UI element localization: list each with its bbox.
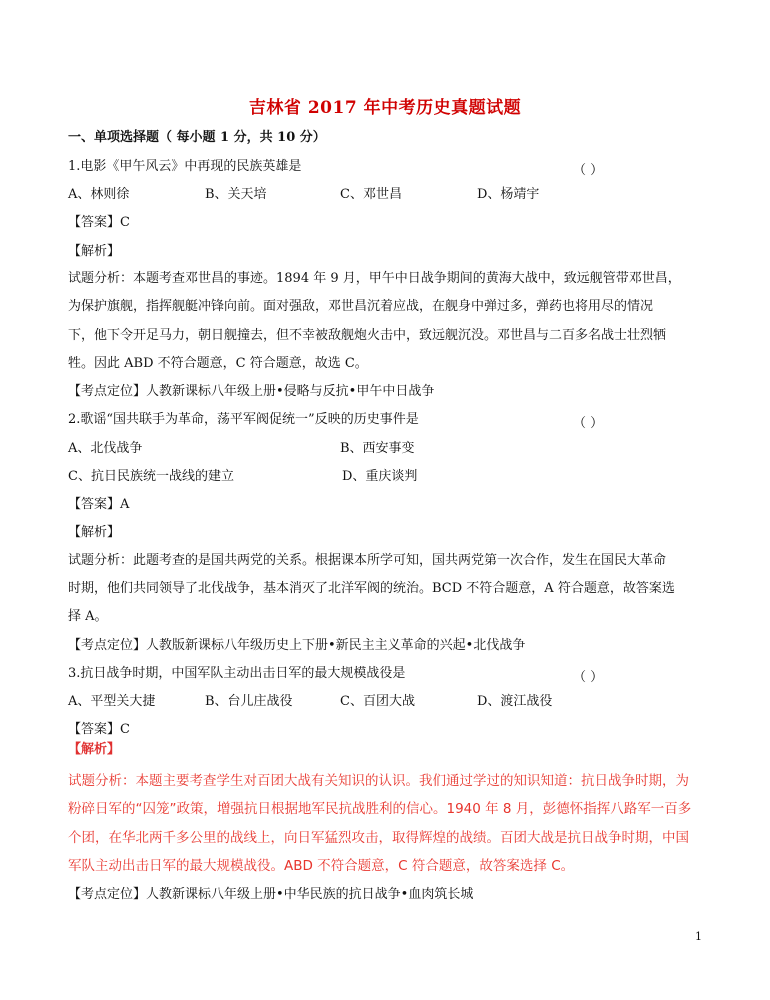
question-1-analysis-line: 为保护旗舰，指挥舰艇冲锋向前。面对强敌，邓世昌沉着应战，在舰身中弹过多，弹药也将用尽的情况 [68, 299, 654, 314]
question-1-option-b: B、关天培 [205, 187, 267, 202]
page-number: 1 [695, 930, 702, 943]
question-1-option-c: C、邓世昌 [340, 187, 402, 202]
question-1-option-d: D、杨靖宇 [477, 187, 540, 202]
question-2-analysis-label: 【解析】 [68, 525, 121, 540]
section-heading: 一、单项选择题（ 每小题 1 分，共 10 分） [68, 130, 326, 145]
question-1-answer: 【答案】C [68, 215, 130, 230]
question-3-location: 【考点定位】人教新课标八年级上册•中华民族的抗日战争•血肉筑长城 [68, 887, 474, 902]
question-2-location: 【考点定位】人教版新课标八年级历史上下册•新民主主义革命的兴起•北伐战争 [68, 638, 526, 653]
question-2-analysis-line: 择 A。 [68, 609, 108, 624]
question-3-answer-blank: （ ） [573, 670, 604, 685]
question-1-analysis-label: 【解析】 [68, 244, 121, 259]
question-3-analysis-line: 个团，在华北两千多公里的战线上，向日军猛烈攻击，取得辉煌的战绩。百团大战是抗日战争时期，中国 [68, 830, 689, 846]
question-1-option-a: A、林则徐 [68, 187, 130, 202]
question-3-analysis-line: 粉碎日军的“囚笼”政策，增强抗日根据地军民抗战胜利的信心。1940 年 8 月，彭德怀指挥八路军一百多 [68, 801, 692, 817]
question-3-option-c: C、百团大战 [340, 694, 415, 709]
question-2-option-c: C、抗日民族统一战线的建立 [68, 469, 234, 484]
question-1-analysis-line: 牲。因此 ABD 不符合题意，C 符合题意，故选 C。 [68, 356, 368, 371]
question-3-stem: 3.抗日战争时期，中国军队主动出击日军的最大规模战役是 [68, 666, 406, 681]
question-2-analysis-line: 时期，他们共同领导了北伐战争，基本消灭了北洋军阀的统治。BCD 不符合题意，A 符合题意，故答案选 [68, 581, 675, 596]
question-2-option-b: B、西安事变 [340, 441, 415, 456]
question-2-answer: 【答案】A [68, 497, 130, 512]
question-2-option-a: A、北伐战争 [68, 441, 143, 456]
question-1-stem: 1.电影《甲午风云》中再现的民族英雄是 [68, 159, 302, 174]
question-1-answer-blank: （ ） [573, 163, 604, 178]
question-1-location: 【考点定位】人教新课标八年级上册•侵略与反抗•甲午中日战争 [68, 384, 435, 399]
question-3-option-d: D、渡江战役 [477, 694, 553, 709]
question-3-answer: 【答案】C [68, 722, 130, 737]
question-2-analysis-line: 试题分析：此题考查的是国共两党的关系。根据课本所学可知，国共两党第一次合作，发生在国民大革命 [68, 553, 667, 568]
question-3-analysis-line: 试题分析：本题主要考查学生对百团大战有关知识的认识。我们通过学过的知识知道：抗日战争时期，为 [68, 773, 689, 789]
question-1-analysis-line: 下，他下令开足马力，朝日舰撞去，但不幸被敌舰炮火击中，致远舰沉没。邓世昌与二百多名战士壮烈牺 [68, 328, 667, 343]
question-3-option-a: A、平型关大捷 [68, 694, 156, 709]
question-3-option-b: B、台儿庄战役 [205, 694, 293, 709]
question-1-analysis-line: 试题分析：本题考查邓世昌的事迹。1894 年 9 月，甲午中日战争期间的黄海大战中，致远舰管带邓世昌， [68, 271, 681, 286]
question-2-option-d: D、重庆谈判 [342, 469, 418, 484]
question-2-stem: 2.歌谣“国共联手为革命，荡平军阀促统一”反映的历史事件是 [68, 412, 419, 427]
question-3-analysis-line: 军队主动出击日军的最大规模战役。ABD 不符合题意，C 符合题意，故答案选择 C。 [68, 858, 575, 874]
document-title: 吉林省 2017 年中考历史真题试题 [248, 98, 522, 118]
question-3-analysis-label: 【解析】 [68, 742, 121, 757]
question-2-answer-blank: （ ） [573, 416, 604, 431]
